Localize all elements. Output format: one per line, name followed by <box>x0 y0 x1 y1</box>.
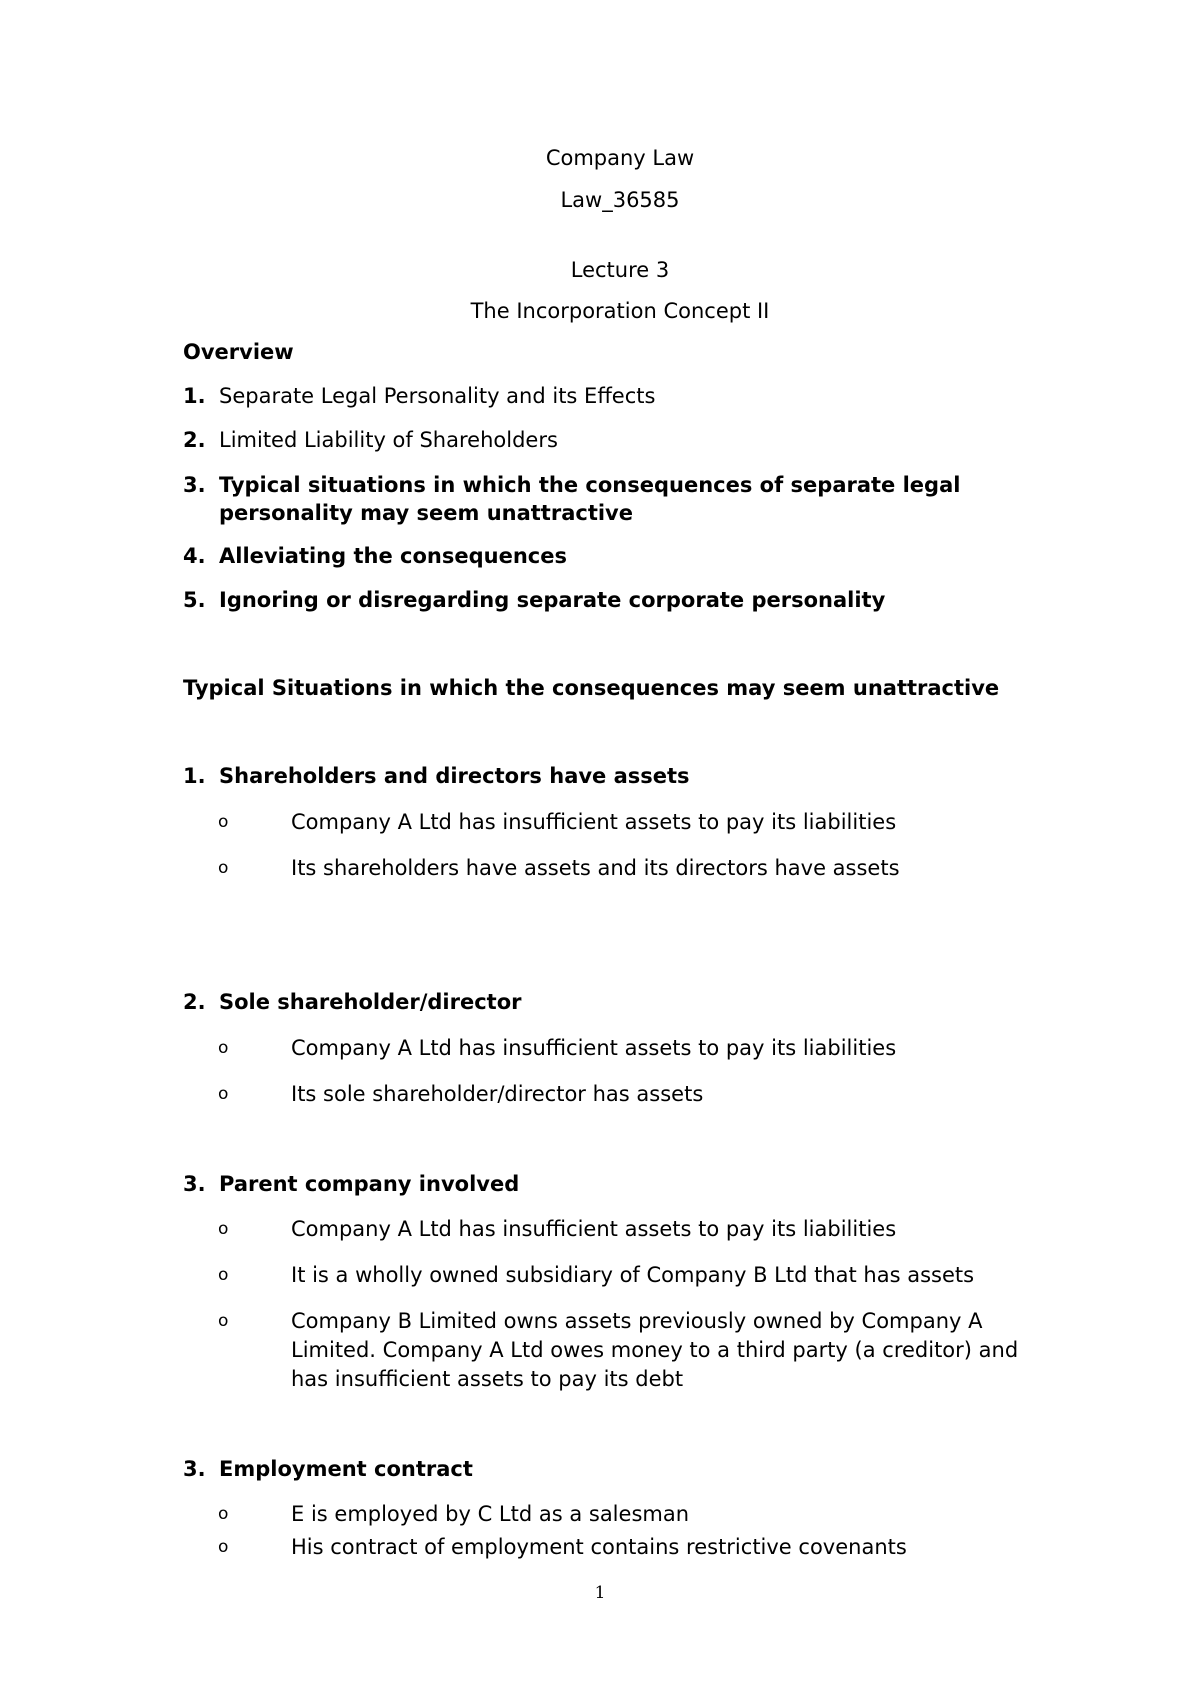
bullet-item <box>218 1080 1058 1109</box>
bullet-mark: o <box>218 1311 229 1331</box>
bullet-item <box>218 1215 1058 1244</box>
bullet-item <box>218 808 1058 837</box>
bullet-text: Company A Ltd has insufficient assets to pay its liabilities <box>291 810 897 834</box>
section-title-text: Sole shareholder/director <box>219 990 522 1014</box>
section-title <box>183 1172 519 1196</box>
page-number: 1 <box>594 1583 606 1603</box>
overview-item <box>183 586 1003 614</box>
section-number: 3. <box>183 1457 206 1481</box>
section-number: 3. <box>183 1172 206 1196</box>
bullet-mark: o <box>218 1038 229 1058</box>
situations-heading: Typical Situations in which the consequences may seem unattractive <box>183 676 1000 700</box>
overview-item <box>183 426 1003 454</box>
lecture-number: Lecture 3 <box>570 258 670 282</box>
bullet-mark: o <box>218 1084 229 1104</box>
section-number: 2. <box>183 990 206 1014</box>
section-title-text: Shareholders and directors have assets <box>219 764 690 788</box>
overview-item <box>183 471 1003 527</box>
overview-item-number: 4. <box>183 544 206 568</box>
overview-item-text: Alleviating the consequences <box>219 544 567 568</box>
bullet-mark: o <box>218 858 229 878</box>
overview-item-text: Typical situations in which the consequences of separate legal personality may seem unattractive <box>219 473 961 525</box>
bullet-mark: o <box>218 1537 229 1557</box>
bullet-text: His contract of employment contains restrictive covenants <box>291 1535 907 1559</box>
section-number: 1. <box>183 764 206 788</box>
bullet-text: Company A Ltd has insufficient assets to pay its liabilities <box>291 1036 897 1060</box>
bullet-item <box>218 1307 1058 1394</box>
lecture-topic: The Incorporation Concept II <box>470 299 770 323</box>
section-title-text: Parent company involved <box>219 1172 520 1196</box>
bullet-text: Its sole shareholder/director has assets <box>291 1082 704 1106</box>
bullet-text: Its shareholders have assets and its directors have assets <box>291 856 900 880</box>
course-code: Law_36585 <box>560 188 680 212</box>
overview-item-number: 2. <box>183 428 206 452</box>
overview-item-text: Limited Liability of Shareholders <box>219 428 558 452</box>
overview-item-number: 5. <box>183 588 206 612</box>
bullet-text: E is employed by C Ltd as a salesman <box>291 1502 690 1526</box>
bullet-text: Company A Ltd has insufficient assets to pay its liabilities <box>291 1217 897 1241</box>
bullet-mark: o <box>218 1265 229 1285</box>
section-title <box>183 1457 473 1481</box>
overview-item-number: 1. <box>183 384 206 408</box>
bullet-mark: o <box>218 1219 229 1239</box>
bullet-item <box>218 1533 1058 1562</box>
bullet-text: It is a wholly owned subsidiary of Company B Ltd that has assets <box>291 1263 975 1287</box>
section-title-text: Employment contract <box>219 1457 473 1481</box>
overview-item-number: 3. <box>183 473 206 497</box>
bullet-item <box>218 1500 1058 1529</box>
section-title <box>183 764 690 788</box>
course-title: Company Law <box>545 146 695 170</box>
bullet-mark: o <box>218 812 229 832</box>
bullet-item <box>218 1034 1058 1063</box>
overview-item-text: Separate Legal Personality and its Effects <box>219 384 656 408</box>
overview-item <box>183 382 1003 410</box>
bullet-item <box>218 854 1058 883</box>
overview-heading: Overview <box>183 340 294 364</box>
bullet-mark: o <box>218 1504 229 1524</box>
overview-item <box>183 542 1003 570</box>
overview-item-text: Ignoring or disregarding separate corporate personality <box>219 588 886 612</box>
bullet-item <box>218 1261 1058 1290</box>
bullet-text: Company B Limited owns assets previously owned by Company A Limited. Company A Ltd owes money to a third party (a creditor) and has insufficient assets to pay its debt <box>291 1309 1019 1391</box>
section-title <box>183 990 522 1014</box>
